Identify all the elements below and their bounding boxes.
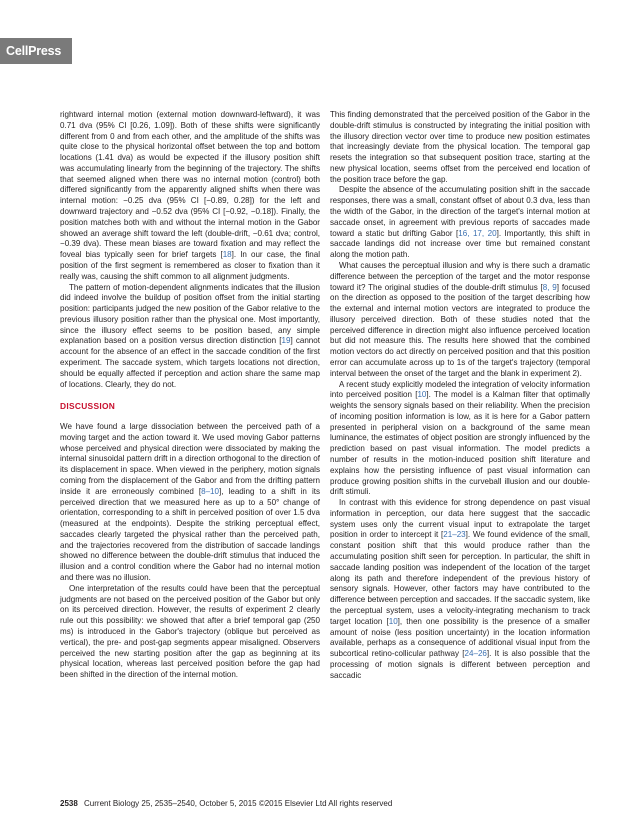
citation-reference[interactable]: 10	[417, 390, 427, 400]
body-paragraph: A recent study explicitly modeled the integration of velocity information into perceived position [10]. The model is a Kalman filter that optimally weights the sensory signals based on their reliability. When the precision of incoming position information is low, as it is here for a Gabor pattern presented in peripheral vision on a background of the same mean luminance, the estimates of object position are strongly influenced by the prediction based on past visual information. The model predicts a number of results in the motion-induced position shift literature and explains how the persisting influence of past visual information can produce growing position shifts in the curveball illusion and our double-drift stimuli.	[330, 379, 590, 497]
citation-reference[interactable]: 24–26	[464, 649, 487, 659]
citation-reference[interactable]: 18	[222, 250, 232, 260]
body-paragraph: One interpretation of the results could have been that the perceptual judgments are not based on the perceived position of the Gabor but only on its perceived direction. However, the results of experiment 2 clearly rule out this possibility: we showed that after a brief temporal gap (250 ms) is introduced in the Gabor's trajectory (oblique but perceived as vertical), the pre- and post-gap segments appear misaligned. Observers perceived the new starting position after the gap as beginning at its physical location, whereas last perceived position before the gap had been shifted in the direction of the internal motion.	[60, 583, 320, 680]
body-paragraph: rightward internal motion (external motion downward-leftward), it was 0.71 dva (95% CI [0.26, 1.09]). Both of these shifts were significantly different from 0 and from each other, and the amplitude of the shifts was quite close to the physical horizontal offset between the top and bottom locations (1.41 dva) as would be expected if the illusory position shift was accumulating linearly from the beginning of the trajectory. The shifts that seemed aligned when there was no internal motion (control) both differed significantly from the apparently aligned shifts when there was internal motion: −0.25 dva (95% CI [−0.89, 0.28]) for the left and downward trajectory and −0.52 dva (95% CI [−0.92, −0.18]). Finally, the position matches both with and without the internal motion in the Gabor showed an average shift toward the left (double-drift, −0.61 dva; control, −0.39 dva). These mean biases are toward fixation and may reflect the foveal bias typically seen for brief targets [18]. In our case, the final position of the first segment is remembered as closer to fixation than it really was, causing the shift common to all alignment judgments.	[60, 110, 320, 281]
publisher-logo	[0, 38, 72, 64]
publisher-logo-text: CellPress	[6, 44, 62, 58]
page-number: 2538	[60, 799, 78, 808]
citation-reference[interactable]: 8, 9	[542, 282, 557, 292]
body-paragraph: This finding demonstrated that the perceived position of the Gabor in the double-drift stimulus is constructed by integrating the initial position with the illusory direction vector over time to produce new position estimates that increasingly deviate from the physical location. The temporal gap resets the integration so that subsequent position trace, starting at the new physical location, seems offset from the perceived end location of the position trace before the gap.	[330, 110, 590, 184]
citation-reference[interactable]: 16, 17, 20	[458, 228, 497, 238]
page-footer	[60, 799, 590, 809]
body-paragraph: The pattern of motion-dependent alignments indicates that the illusion did indeed involve the buildup of position offset from the initial starting position: participants judged the new position of the Gabor relative to the previous illusory position rather than the physical one. Most importantly, since the illusory effect seems to be position based, any simple explanation based on a position versus direction distinction [19] cannot account for the absence of an effect in the saccade condition of the first experiment. The saccade system, which targets locations not direction, should be equally affected if perception and action share the same map of locations. Clearly, they do not.	[60, 282, 320, 389]
citation-reference[interactable]: 21–23	[443, 530, 466, 540]
section-heading: DISCUSSION	[60, 401, 116, 412]
left-column	[60, 110, 320, 681]
body-paragraph: We have found a large dissociation between the perceived path of a moving target and the action toward it. We used moving Gabor patterns whose perceived and physical direction were dissociated by making the internal sinusoidal pattern drift in a direction orthogonal to the direction of its displacement in space. When viewed in the periphery, motion signals coming from the displacement of the Gabor and from the drifting pattern inside it are erroneously combined [8–10], leading to a shift in its perceived direction that we measured here as up to a 50° change of orientation, corresponding to a shift in perceived position of over 1.5 dva (measured at the endpoints). Despite the striking perceptual effect, saccades clearly targeted the physical rather than the perceived path, and the trajectories recovered from the distribution of saccade landings showed no difference between the double-drift stimulus that induced the illusion and a control condition where the Gabor had no internal motion and there was no illusion.	[60, 422, 320, 583]
citation-reference[interactable]: 19	[281, 336, 291, 346]
body-paragraph: Despite the absence of the accumulating position shift in the saccade responses, there was a small, constant offset of about 0.3 dva, less than the width of the Gabor, in the direction of the target's internal motion at saccade onset, in agreement with previous reports of saccades made toward a static but drifting Gabor [16, 17, 20]. Importantly, this shift in saccade landings did not increase over time but remained constant along the motion path.	[330, 185, 590, 260]
citation-reference[interactable]: 8–10	[201, 486, 220, 496]
body-paragraph: In contrast with this evidence for strong dependence on past visual information in perception, our data here suggest that the saccadic system uses only the current visual input to extrapolate the target position in order to intercept it [21–23]. We found evidence of the small, constant position shift that this would produce rather than the accumulating position shift seen for perception. In particular, the shift in saccade landing position was independent of the location of the target along its path and therefore independent of the previous history of sensory signals. However, other factors may have contributed to the difference between perception and saccades. If the saccadic system, like the perceptual system, uses a velocity-integrating mechanism to track target location [10], then one possibility is the presence of a smaller amount of noise (less position uncertainty) in the location information available, perhaps as a consequence of additional visual input from the subcortical retino-collicular pathway [24–26]. It is also possible that the processing of motion signals is different between perception and saccadic	[330, 498, 590, 680]
body-paragraph: What causes the perceptual illusion and why is there such a dramatic difference between the perception of the target and the motor response toward it? The original studies of the double-drift stimulus [8, 9] focused on the direction as opposed to the position of the target describing how the external and internal motion vectors are integrated to produce the illusory perceived direction. Both of these studies noted that the perceived difference in direction might also influence perceived location but did not measure this. The results here showed that the combined motion vectors do act directly on perceived position and that this position error can accumulate across up to 1s of the target's trajectory (temporal interval between the onset of the target and the blank in experiment 2).	[330, 260, 590, 378]
citation-reference[interactable]: 10	[388, 616, 398, 626]
journal-citation: Current Biology 25, 2535–2540, October 5, 2015 ©2015 Elsevier Ltd All rights reserved	[84, 799, 393, 808]
right-column	[330, 110, 590, 681]
